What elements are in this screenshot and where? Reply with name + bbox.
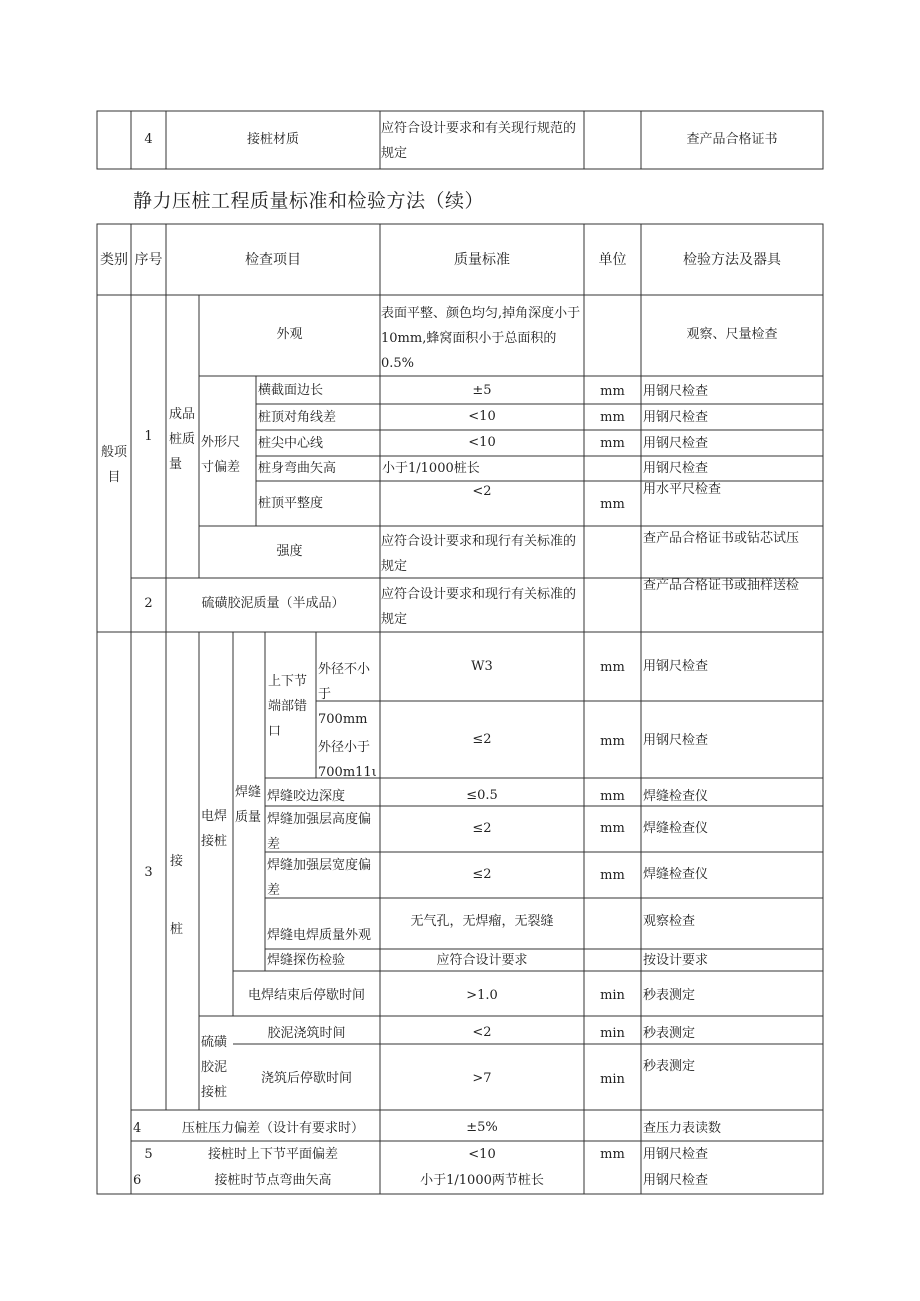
sulfur-pour-method: 秒表测定: [643, 1026, 696, 1041]
tail-standard-4: ±5%: [466, 1120, 498, 1135]
weld-pause-unit: min: [600, 988, 625, 1003]
sulfur-pour-standard: <2: [472, 1025, 492, 1040]
header-no: 序号: [134, 252, 163, 268]
dim-unit-1: mm: [600, 410, 625, 425]
tail-standard-5: <10: [468, 1147, 496, 1162]
reinf-height-unit: mm: [600, 821, 625, 836]
reinf-width-unit: mm: [600, 868, 625, 883]
tail-method-6: 用钢尺检查: [643, 1173, 709, 1188]
tail-label-6: 接桩时节点弯曲矢高: [214, 1173, 332, 1188]
page-title: 静力压桩工程质量标准和检验方法（续）: [133, 190, 485, 212]
header-method: 检验方法及器具: [683, 252, 781, 268]
dim-label-3: 桩身弯曲矢高: [258, 461, 337, 476]
dim-method-4: 用水平尺检查: [643, 482, 722, 497]
sulfur-after-method: 秒表测定: [643, 1059, 696, 1074]
undercut-label: 焊缝咬边深度: [267, 789, 346, 804]
strength-method: 查产品合格证书或钻芯试压: [643, 531, 800, 546]
dim-method-1: 用钢尺检查: [643, 410, 709, 425]
od-lt-700-label: 外径小于700m11ι: [318, 740, 377, 780]
reinf-width-standard: ≤2: [472, 867, 492, 882]
reinf-height-method: 焊缝检查仪: [643, 821, 709, 836]
undercut-standard: ≤0.5: [466, 788, 498, 803]
sulfur-quality-method: 查产品合格证书或抽样送检: [643, 578, 800, 593]
dim-method-0: 用钢尺检查: [643, 384, 709, 399]
od-lt-700-unit: mm: [600, 734, 625, 749]
splice-label: 接桩: [170, 854, 184, 937]
dim-label-4: 桩顶平整度: [258, 496, 324, 511]
weld-ut-standard: 应符合设计要求: [436, 953, 528, 968]
weld-ut-label: 焊缝探伤检验: [267, 953, 346, 968]
general-no-1: 1: [144, 429, 153, 444]
tail-label-5: 接桩时上下节平面偏差: [207, 1147, 338, 1162]
dims-label: 外形尺寸偏差: [201, 435, 241, 475]
strength-label: 强度: [276, 544, 303, 559]
tail-no-6: 6: [133, 1173, 142, 1188]
tail-standard-6: 小于1/1000两节桩长: [420, 1173, 544, 1188]
dim-standard-1: <10: [468, 409, 496, 424]
end-offset-label: 上下节端部错口: [268, 674, 308, 739]
top-row-standard: 应符合设计要求和有关现行规范的规定: [381, 121, 577, 161]
dim-label-2: 桩尖中心线: [258, 436, 324, 451]
tail-no-5: 5: [144, 1147, 153, 1162]
top-row-item: 接桩材质: [246, 132, 299, 147]
od-ge-700-standard: W3: [471, 659, 493, 674]
general-category: 般项目: [100, 445, 127, 485]
header-unit: 单位: [598, 252, 627, 268]
weld-pause-standard: >1.0: [466, 988, 498, 1003]
strength-standard: 应符合设计要求和现行有关标准的规定: [381, 534, 577, 574]
tail-method-4: 查压力表读数: [643, 1121, 722, 1136]
weld-splice-label: 电焊接桩: [201, 809, 228, 849]
finished-pile-quality: 成品桩质量: [169, 407, 196, 472]
header-item: 检查项目: [245, 252, 301, 268]
dim-label-0: 横截面边长: [258, 383, 324, 398]
od-lt-700-standard: ≤2: [472, 732, 492, 747]
tail-unit-5: mm: [600, 1147, 625, 1162]
tail-no-4: 4: [133, 1121, 142, 1136]
appearance-method: 观察、尺量检查: [686, 327, 778, 342]
dim-method-2: 用钢尺检查: [643, 436, 709, 451]
dim-standard-3: 小于1/1000桩长: [382, 461, 480, 476]
weld-ut-method: 按设计要求: [643, 953, 709, 968]
weld-visual-label: 焊缝电焊质量外观: [267, 928, 372, 943]
sulfur-after-label: 浇筑后停歇时间: [260, 1071, 352, 1086]
appearance-standard: 表面平整、颜色均匀,掉角深度小于10mm,蜂窝面积小于总面积的0.5%: [381, 306, 581, 371]
dim-label-1: 桩顶对角线差: [258, 410, 337, 425]
header-standard: 质量标准: [454, 252, 510, 268]
appearance-label: 外观: [276, 327, 303, 342]
weld-quality-label: 焊缝质量: [235, 785, 262, 825]
top-row-no: 4: [144, 132, 153, 147]
dim-unit-2: mm: [600, 436, 625, 451]
od-ge-700-unit: mm: [600, 660, 625, 675]
weld-pause-label: 电焊结束后停歇时间: [247, 988, 365, 1003]
od-lt-700-method: 用钢尺检查: [643, 733, 709, 748]
reinf-height-standard: ≤2: [472, 821, 492, 836]
od-ge-700-label: 外径不小于700mm: [318, 662, 371, 727]
sulfur-pour-label: 胶泥浇筑时间: [267, 1026, 346, 1041]
reinf-height-label: 焊缝加强层高度偏差: [267, 812, 372, 852]
sulfur-quality-standard: 应符合设计要求和现行有关标准的规定: [381, 587, 577, 627]
top-row-method: 查产品合格证书: [686, 132, 778, 147]
reinf-width-method: 焊缝检查仪: [643, 867, 709, 882]
od-ge-700-method: 用钢尺检查: [643, 659, 709, 674]
header-category: 类别: [100, 252, 128, 268]
weld-visual-method: 观察检查: [643, 914, 696, 929]
reinf-width-label: 焊缝加强层宽度偏差: [267, 858, 372, 898]
sulfur-pour-unit: min: [600, 1026, 625, 1041]
dim-standard-0: ±5: [472, 383, 492, 398]
weld-visual-standard: 无气孔，无焊瘤，无裂缝: [410, 914, 554, 929]
sulfur-after-standard: >7: [472, 1071, 492, 1086]
sulfur-splice-label: 硫磺胶泥接桩: [201, 1035, 228, 1100]
sulfur-after-unit: min: [600, 1072, 625, 1087]
weld-pause-method: 秒表测定: [643, 988, 696, 1003]
dim-unit-0: mm: [600, 384, 625, 399]
dim-standard-4: <2: [472, 484, 492, 499]
general-no-2: 2: [144, 596, 153, 611]
tail-method-5: 用钢尺检查: [643, 1147, 709, 1162]
tail-label-4: 压桩压力偏差（设计有要求时）: [181, 1121, 364, 1136]
dim-standard-2: <10: [468, 435, 496, 450]
splice-no: 3: [144, 865, 153, 880]
undercut-unit: mm: [600, 789, 625, 804]
dim-method-3: 用钢尺检查: [643, 461, 709, 476]
sulfur-quality-label: 硫磺胶泥质量（半成品）: [201, 596, 345, 611]
dim-unit-4: mm: [600, 497, 625, 512]
undercut-method: 焊缝检查仪: [643, 789, 709, 804]
